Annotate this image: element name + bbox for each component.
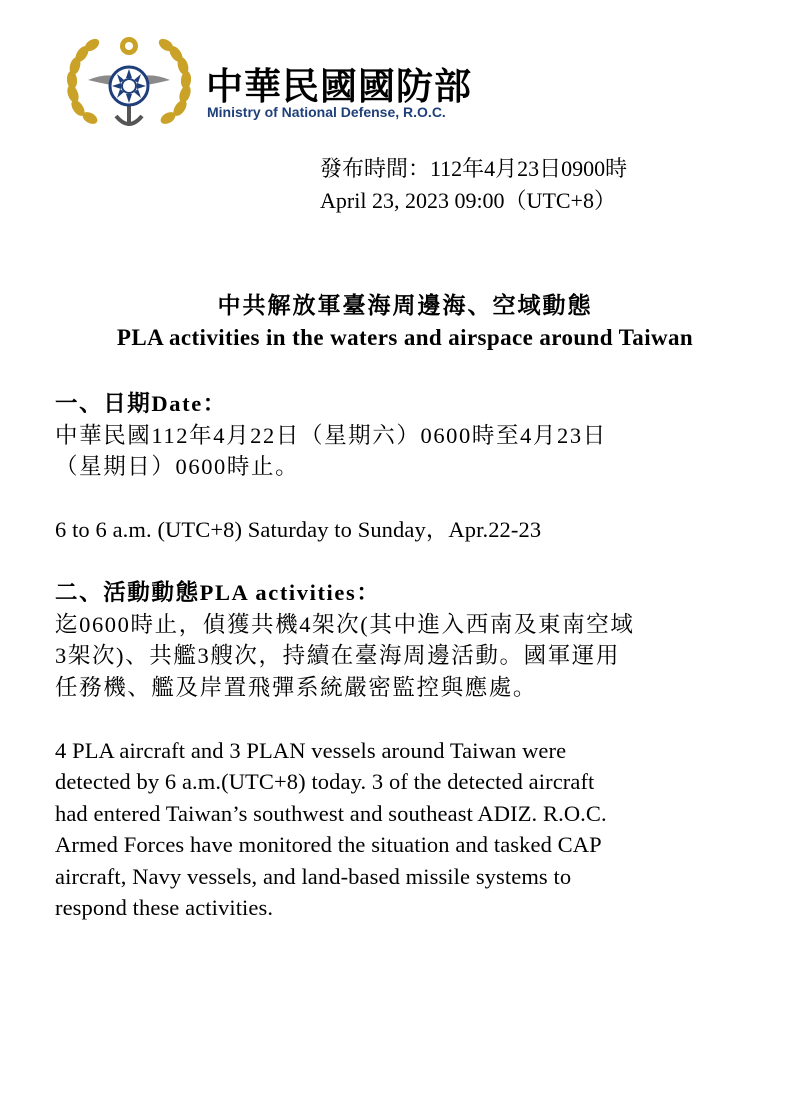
activities-en-line-1: 4 PLA aircraft and 3 PLAN vessels around Taiwan were bbox=[55, 737, 567, 763]
ministry-emblem-icon bbox=[58, 28, 200, 140]
document-title bbox=[0, 290, 794, 354]
activities-zh-line-1: 迄0600時止，偵獲共機4架次(其中進入西南及東南空域 bbox=[55, 611, 635, 637]
release-time-zh: 發布時間：112年4月23日0900時 bbox=[320, 156, 628, 181]
activities-en-line-6: respond these activities. bbox=[55, 895, 274, 920]
org-name-en: Ministry of National Defense, R.O.C. bbox=[207, 104, 446, 120]
spacer bbox=[55, 483, 770, 515]
spacer bbox=[55, 546, 770, 578]
activities-en-line-3: had entered Taiwan’s southwest and southeast ADIZ. R.O.C. bbox=[55, 800, 607, 826]
activities-heading: 二、活動動態PLA activities： bbox=[55, 580, 381, 605]
activities-en-line-5: aircraft, Navy vessels, and land-based missile systems to bbox=[55, 863, 572, 889]
date-heading: 一、日期Date： bbox=[55, 391, 227, 416]
date-zh-line-2: （星期日）0600時止。 bbox=[55, 454, 300, 479]
document-body bbox=[55, 388, 770, 924]
date-zh-line-1: 中華民國112年4月22日（星期六）0600時至4月23日 bbox=[55, 422, 607, 448]
activities-zh-line-2: 3架次)、共艦3艘次，持續在臺海周邊活動。國軍運用 bbox=[55, 643, 620, 668]
release-time bbox=[320, 153, 627, 217]
spacer bbox=[55, 703, 770, 735]
title-en: PLA activities in the waters and airspace around Taiwan bbox=[116, 325, 694, 350]
title-zh: 中共解放軍臺海周邊海、空域動態 bbox=[217, 293, 593, 318]
activities-en-line-4: Armed Forces have monitored the situation and tasked CAP bbox=[55, 832, 602, 857]
release-time-en: April 23, 2023 09:00（UTC+8） bbox=[320, 188, 616, 213]
activities-en-line-2: detected by 6 a.m.(UTC+8) today. 3 of the detected aircraft bbox=[55, 769, 595, 794]
org-name-zh: 中華民國國防部 bbox=[206, 65, 472, 108]
date-en: 6 to 6 a.m. (UTC+8) Saturday to Sunday，Apr.22-23 bbox=[55, 517, 542, 542]
activities-zh-line-3: 任務機、艦及岸置飛彈系統嚴密監控與應處。 bbox=[55, 674, 538, 700]
